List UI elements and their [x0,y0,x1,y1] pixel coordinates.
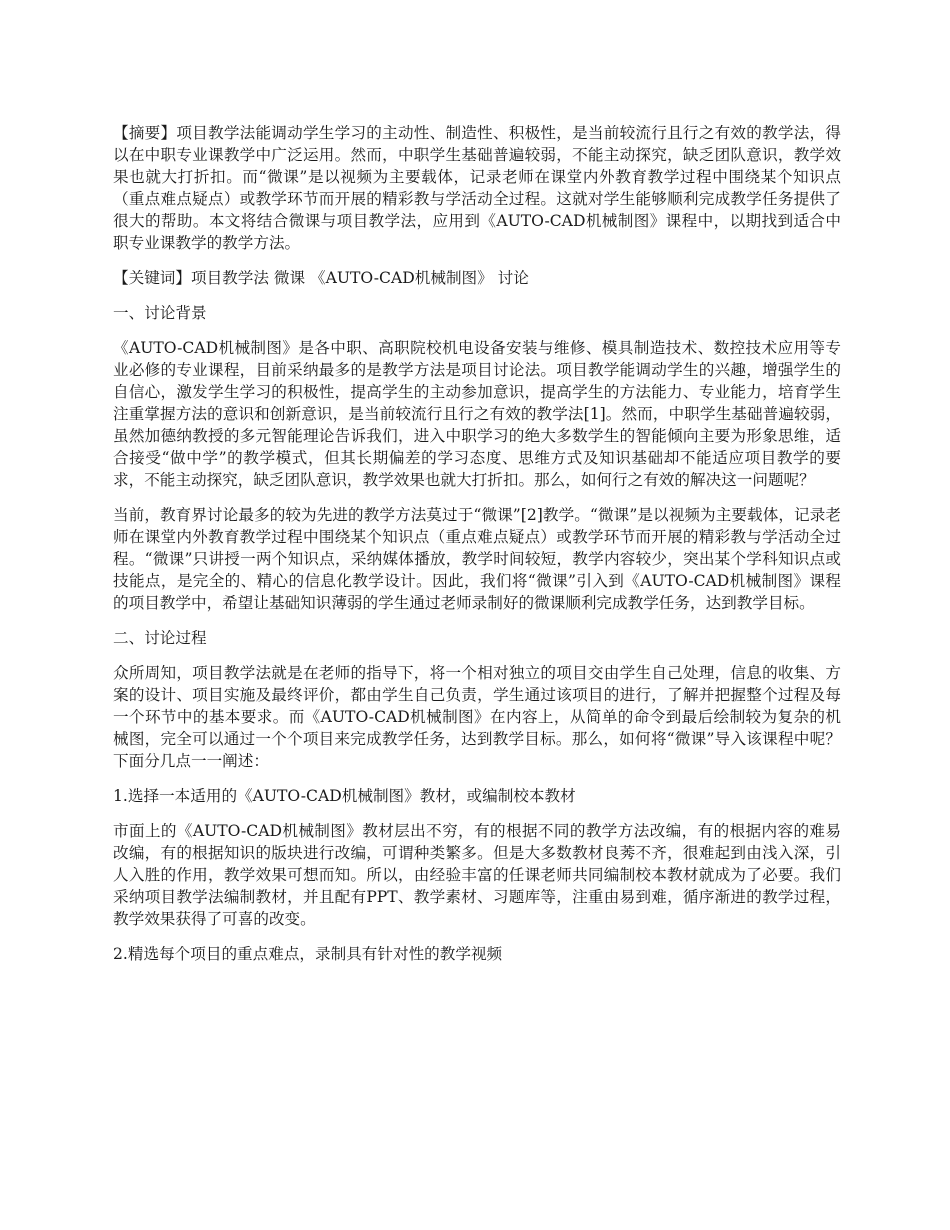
background-paragraph-2: 当前，教育界讨论最多的较为先进的教学方法莫过于“微课”[2]教学。“微课”是以视频为主要载体，记录老师在课堂内外教育教学过程中围绕某个知识点（重点难点疑点）或教学环节而开展的精彩教与学活动全过程。“微课”只讲授一两个知识点，采纳媒体播放，教学时间较短，教学内容较少，突出某个学科知识点或技能点，是完全的、精心的信息化教学设计。因此，我们将“微课”引入到《AUTO-CAD机械制图》课程的项目教学中，希望让基础知识薄弱的学生通过老师录制好的微课顺利完成教学任务，达到教学目标。 [113,506,841,612]
point-paragraph-1: 市面上的《AUTO-CAD机械制图》教材层出不穷，有的根据不同的教学方法改编，有的根据内容的难易改编，有的根据知识的版块进行改编，可谓种类繁多。但是大多数教材良莠不齐，很难起到由浅入深，引人入胜的作用，教学效果可想而知。所以，由经验丰富的任课老师共同编制校本教材就成为了必要。我们采纳项目教学法编制教材，并且配有PPT、教学素材、习题库等，注重由易到难，循序渐进的教学过程，教学效果获得了可喜的改变。 [113,822,841,928]
abstract-paragraph: 【摘要】项目教学法能调动学生学习的主动性、制造性、积极性，是当前较流行且行之有效的教学法，得以在中职专业课教学中广泛运用。然而，中职学生基础普遍较弱，不能主动探究，缺乏团队意识，教学效果也就大打折扣。而“微课”是以视频为主要载体，记录老师在课堂内外教育教学过程中围绕某个知识点（重点难点疑点）或教学环节而开展的精彩教与学活动全过程。这就对学生能够顺利完成教学任务提供了很大的帮助。本文将结合微课与项目教学法，应用到《AUTO-CAD机械制图》课程中，以期找到适合中职专业课教学的教学方法。 [113,124,841,252]
point-heading-2: 2.精选每个项目的重点难点，录制具有针对性的教学视频 [113,945,503,963]
background-paragraph-1: 《AUTO-CAD机械制图》是各中职、高职院校机电设备安装与维修、模具制造技术、数控技术应用等专业必修的专业课程，目前采纳最多的是教学方法是项目讨论法。项目教学能调动学生的兴趣，增强学生的自信心，激发学生学习的积极性，提高学生的主动参加意识，提高学生的方法能力、专业能力，培育学生注重掌握方法的意识和创新意识，是当前较流行且行之有效的教学法[1]。然而，中职学生基础普遍较弱，虽然加德纳教授的多元智能理论告诉我们，进入中职学习的绝大多数学生的智能倾向主要为形象思维，适合接受“做中学”的教学模式，但其长期偏差的学习态度、思维方式及知识基础却不能适应项目教学的要求，不能主动探究，缺乏团队意识，教学效果也就大打折扣。那么，如何行之有效的解决这一问题呢？ [113,339,841,489]
process-paragraph-1: 众所周知，项目教学法就是在老师的指导下，将一个相对独立的项目交由学生自己处理，信息的收集、方案的设计、项目实施及最终评价，都由学生自己负责，学生通过该项目的进行，了解并把握整个过程及每一个环节中的基本要求。而《AUTO-CAD机械制图》在内容上，从简单的命令到最后绘制较为复杂的机械图，完全可以通过一个个项目来完成教学任务，达到教学目标。那么，如何将“微课”导入该课程中呢？下面分几点一一阐述： [113,664,841,770]
point-heading-1: 1.选择一本适用的《AUTO-CAD机械制图》教材，或编制校本教材 [113,787,576,805]
keywords-line: 【关键词】项目教学法 微课 《AUTO-CAD机械制图》 讨论 [113,269,529,287]
section-heading-background: 一、讨论背景 [113,304,207,322]
document-page [113,122,841,965]
section-heading-process: 二、讨论过程 [113,629,207,647]
